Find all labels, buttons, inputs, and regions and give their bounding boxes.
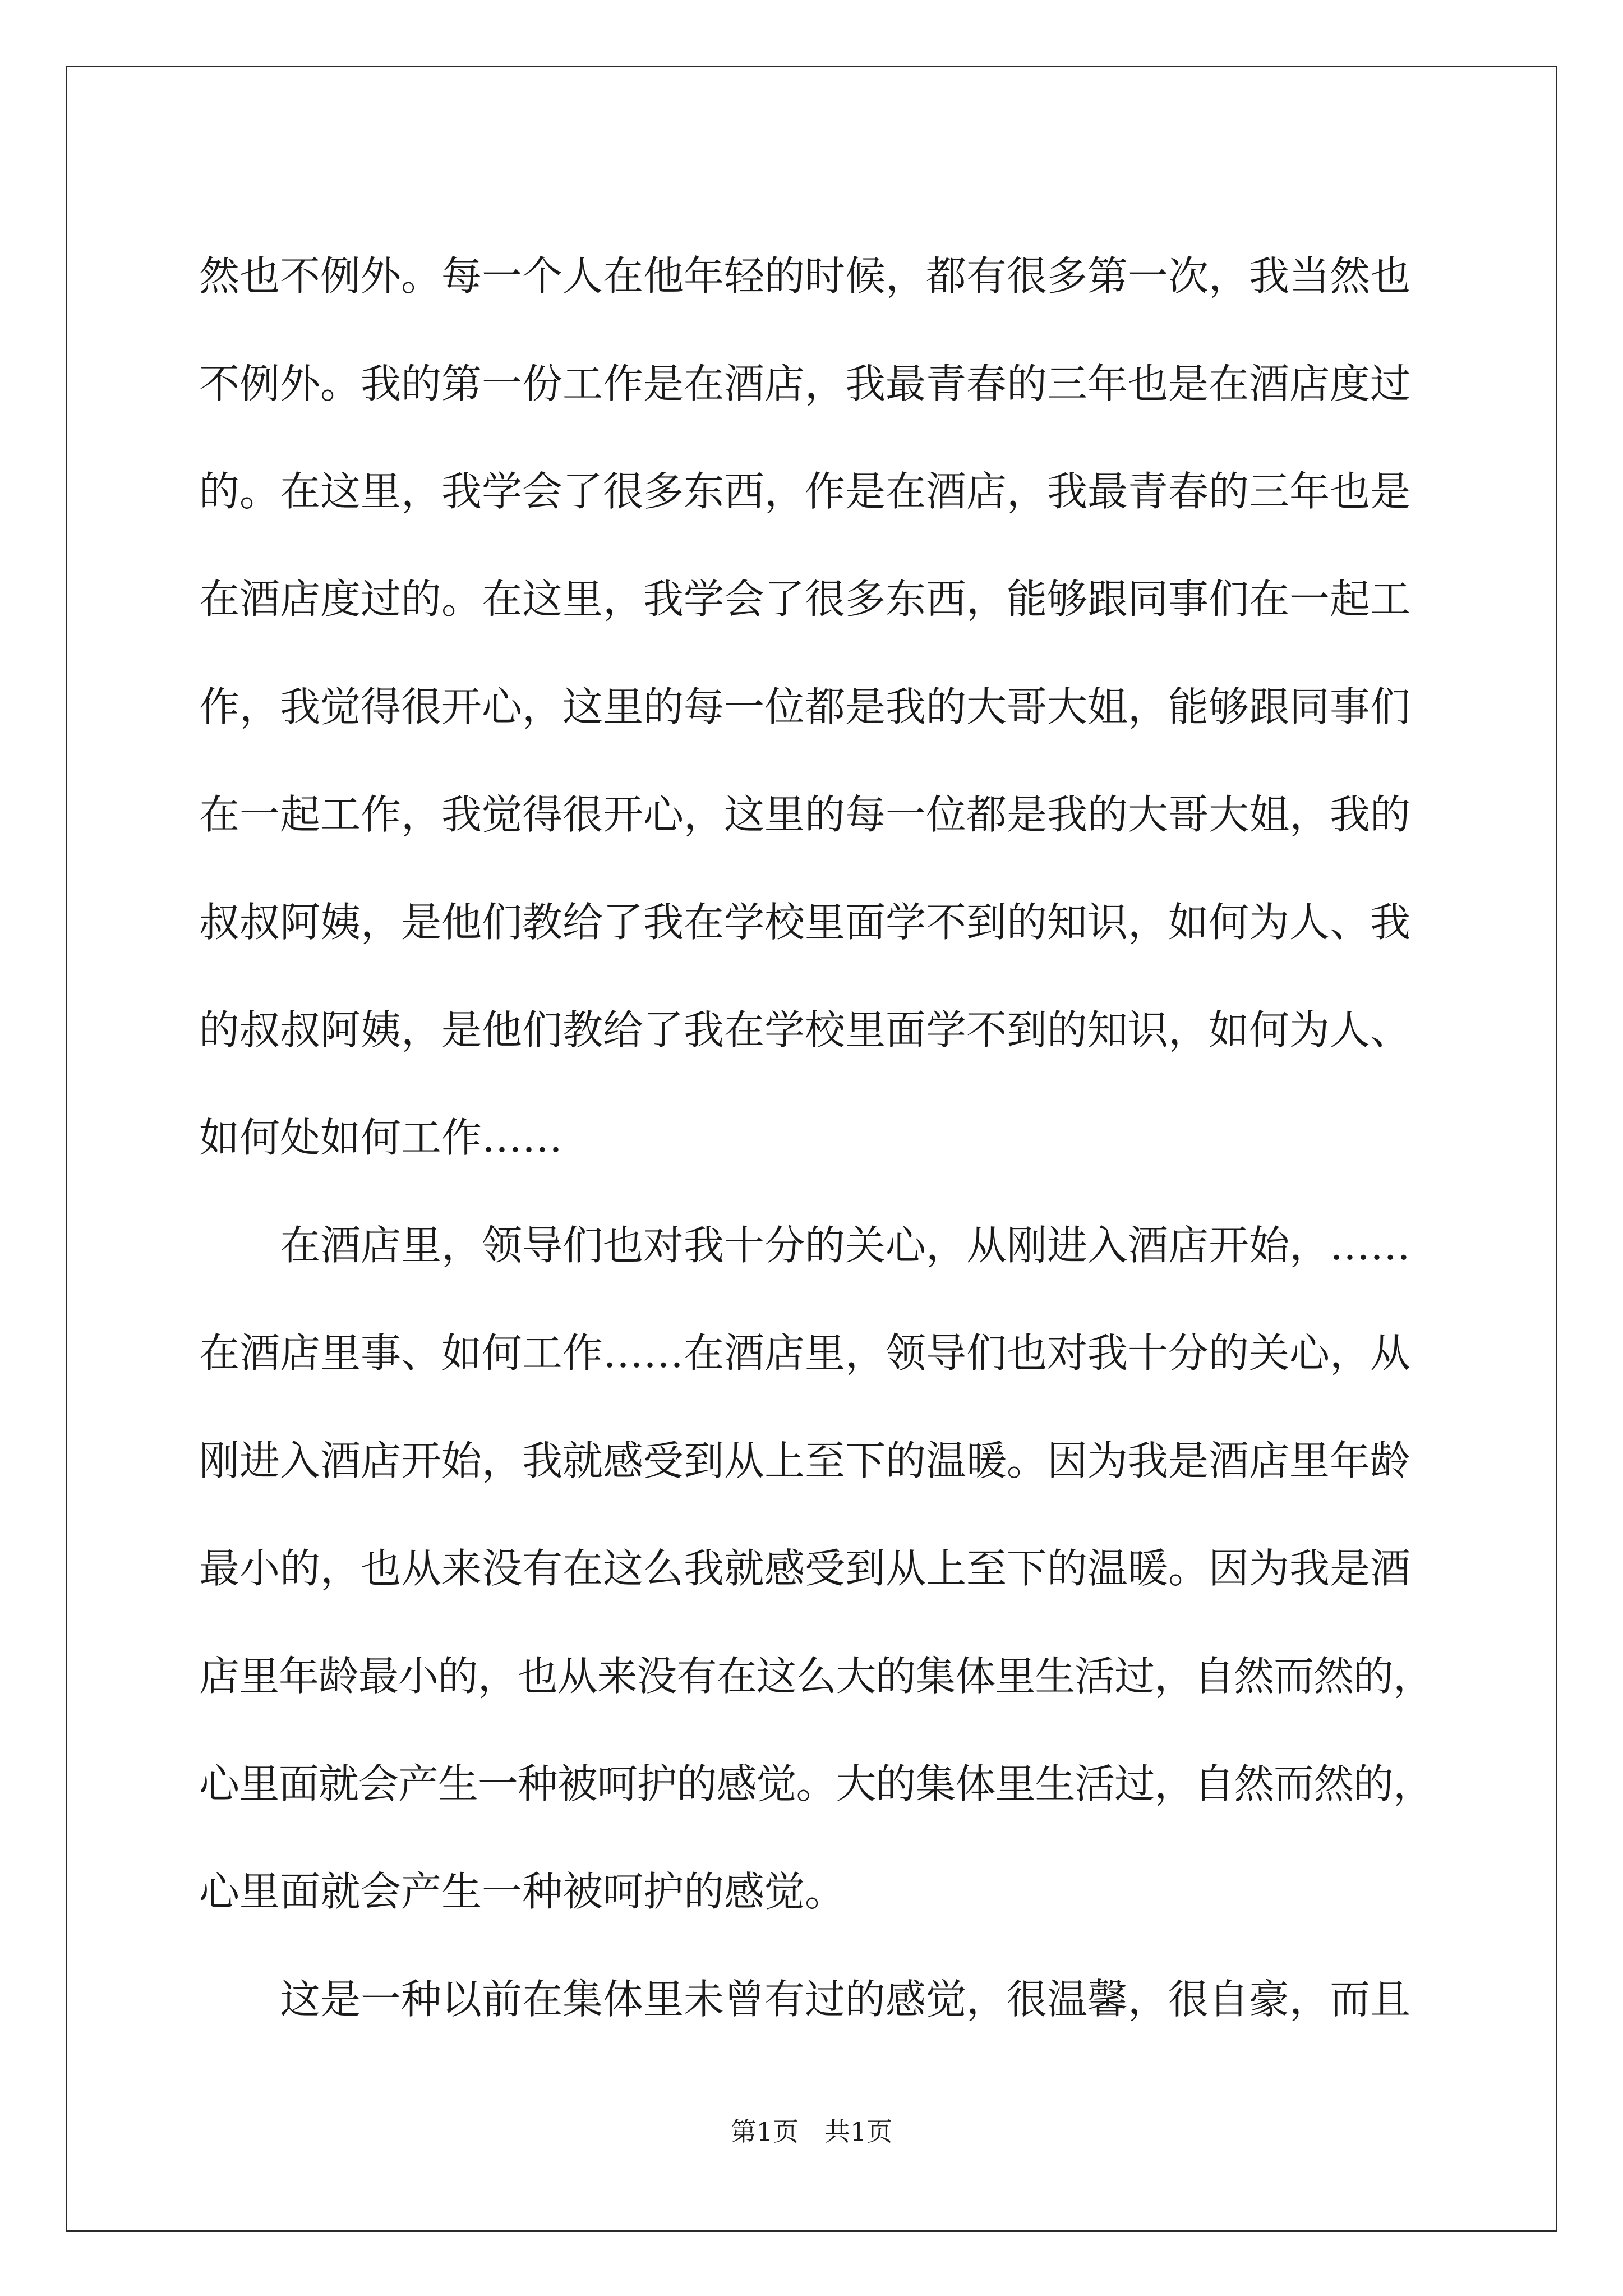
page-number-footer: 第1页 共1页 [730,2116,893,2147]
text-line: 在酒店度过的。在这里，我学会了很多东西，能够跟同事们在一起工 [199,576,1411,623]
text-line: 心里面就会产生一种被呵护的感觉。 [199,1868,846,1915]
text-line: 刚进入酒店开始，我就感受到从上至下的温暖。因为我是酒店里年龄 [199,1437,1411,1484]
text-line: 在一起工作，我觉得很开心，这里的每一位都是我的大哥大姐，我的 [199,791,1411,838]
text-line: 的。在这里，我学会了很多东西，作是在酒店，我最青春的三年也是 [199,468,1411,515]
text-line: 叔叔阿姨，是他们教给了我在学校里面学不到的知识，如何为人、我 [199,899,1411,946]
text-line: 店里年龄最小的，也从来没有在这么大的集体里生活过，自然而然的， [199,1653,1433,1700]
text-line: 心里面就会产生一种被呵护的感觉。大的集体里生活过，自然而然的， [199,1760,1433,1807]
text-line: 在酒店里事、如何工作……在酒店里，领导们也对我十分的关心，从 [199,1329,1411,1377]
paragraph-start-line: 在酒店里，领导们也对我十分的关心，从刚进入酒店开始，…… [280,1222,1411,1269]
document-body [199,222,1433,2053]
paragraph-start-line: 这是一种以前在集体里未曾有过的感觉，很温馨，很自豪，而且 [280,1976,1411,2023]
text-line: 如何处如何工作…… [199,1114,563,1161]
text-line: 作，我觉得很开心，这里的每一位都是我的大哥大姐，能够跟同事们 [199,683,1411,730]
text-line: 最小的，也从来没有在这么我就感受到从上至下的温暖。因为我是酒 [199,1545,1411,1592]
text-line: 然也不例外。每一个人在他年轻的时候，都有很多第一次，我当然也 [199,252,1411,300]
text-line: 不例外。我的第一份工作是在酒店，我最青春的三年也是在酒店度过 [199,360,1411,407]
text-line: 的叔叔阿姨，是他们教给了我在学校里面学不到的知识，如何为人、 [199,1006,1411,1053]
